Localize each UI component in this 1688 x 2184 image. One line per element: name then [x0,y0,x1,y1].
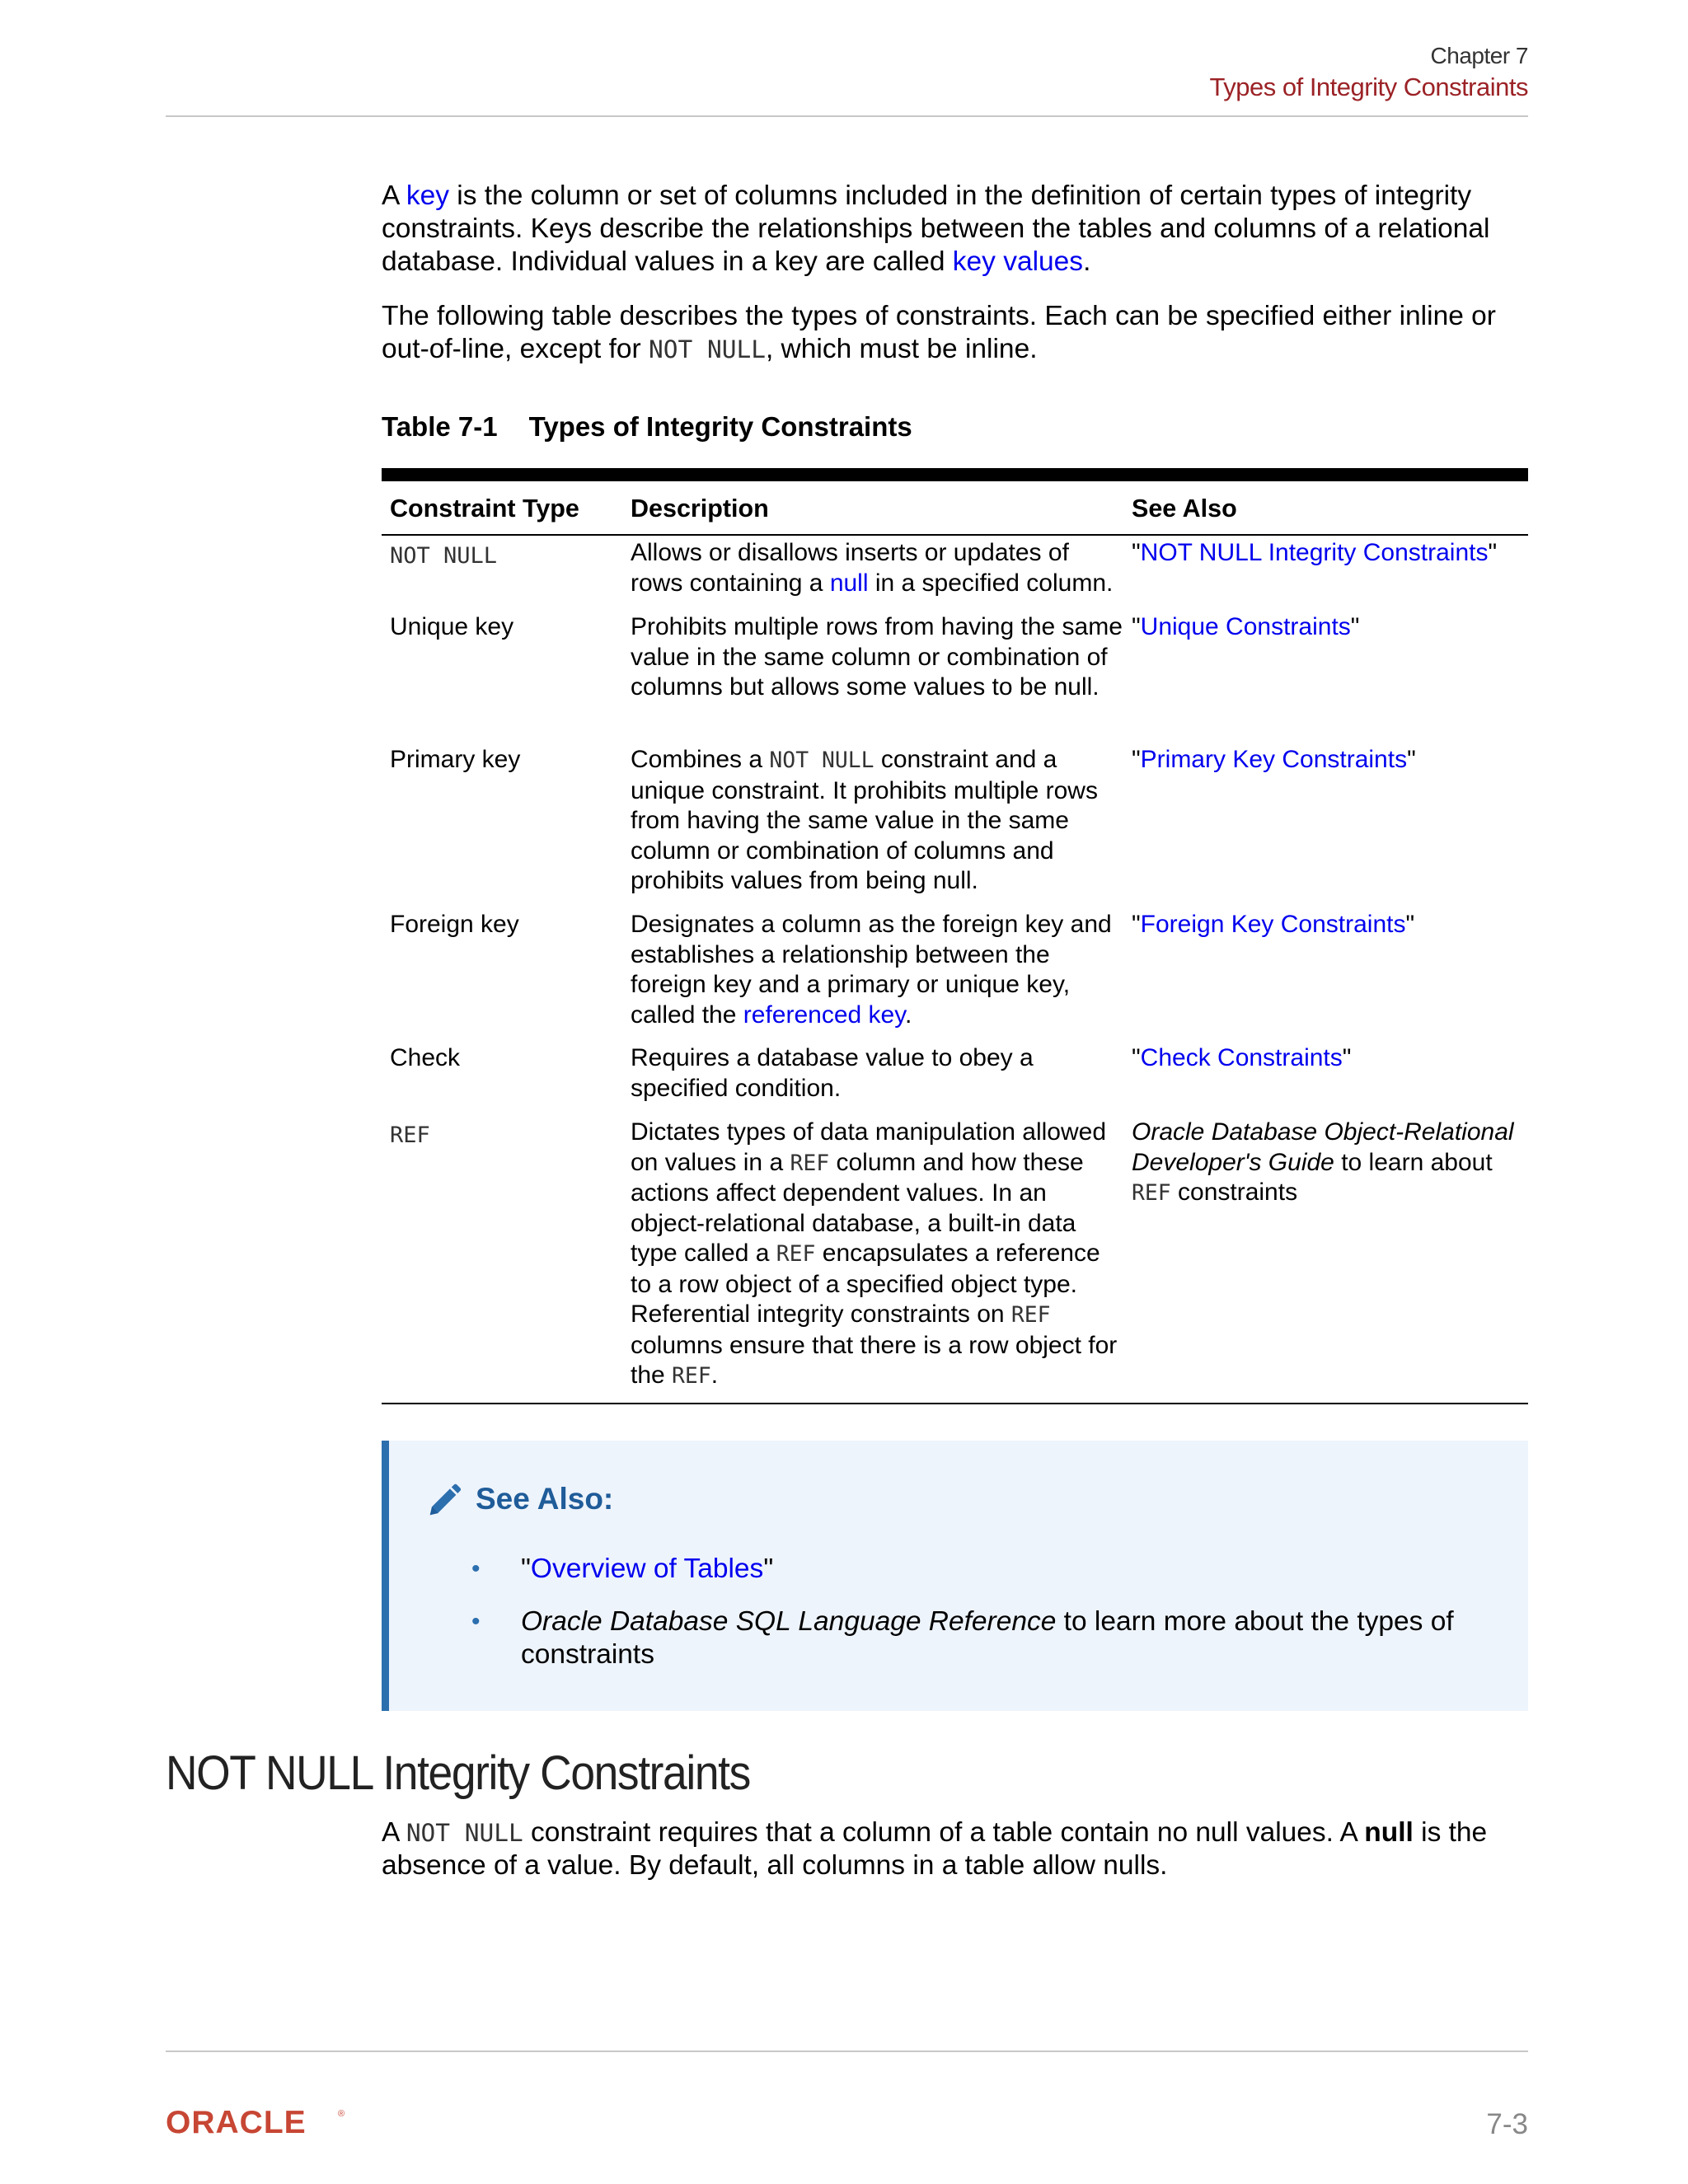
table-row-4-description: Designates a column as the foreign key and establishes a relationship between the foreign key and a primary or unique key, called the referenced key. [631,911,1112,1029]
table-row-6-see-also: Oracle Database Object-Relational Developer's Guide to learn about REF constraints [1132,1118,1514,1206]
table-row-2-type: Unique key [390,613,514,640]
footer-divider [166,2050,1528,2052]
section-heading: NOT NULL Integrity Constraints [166,1746,750,1800]
primary-key-constraints-link[interactable]: Primary Key Constraints [1140,746,1408,773]
intro-paragraph-2: The following table describes the types of constraints. Each can be specified either inline or out-of-line, except for NOT NULL, which must be inline. [382,301,1496,364]
unique-constraints-link[interactable]: Unique Constraints [1140,613,1351,640]
bullet-icon: • [471,1608,481,1635]
pencil-icon [425,1482,463,1520]
column-header-see-also: See Also [1132,494,1237,523]
table-row-5-description: Requires a database value to obey a specified condition. [631,1044,1034,1102]
overview-of-tables-link[interactable]: Overview of Tables [530,1554,764,1584]
section-paragraph: A NOT NULL constraint requires that a column of a table contain no null values. A null is the absence of a value. By default, all columns in a table allow nulls. [382,1817,1488,1881]
page-number: 7-3 [1486,2108,1528,2140]
code-not-null: NOT NULL [649,335,766,363]
column-header-constraint-type: Constraint Type [390,494,579,523]
key-link[interactable]: key [406,180,449,211]
not-null-constraints-link[interactable]: NOT NULL Integrity Constraints [1140,539,1489,566]
list-item: • Oracle Database SQL Language Reference to learn more about the types of constraints [471,1606,1454,1670]
table-row-3-type: Primary key [390,746,521,773]
table-row-3-description: Combines a NOT NULL constraint and a unique constraint. It prohibits multiple rows from having the same value in the same column or combination of columns and prohibits values from being null. [631,746,1098,894]
table-caption: Table 7-1 Types of Integrity Constraints [382,411,912,442]
svg-text:ORACLE: ORACLE [166,2106,307,2139]
table-row-6-description: Dictates types of data manipulation allowed on values in a REF column and how these actions affect dependent values. In an object-relational database, a built-in data type called a REF encapsulates a reference to a row object of a specified object type. Referential integrity constraints on REF columns ensure that there is a row object for the REF. [631,1118,1118,1389]
null-link[interactable]: null [829,569,869,597]
table-row-5-type: Check [390,1044,461,1071]
svg-text:®: ® [338,2109,345,2119]
list-item: • "Overview of Tables" [471,1554,774,1584]
table-row-2-description: Prohibits multiple rows from having the same value in the same column or combination of columns but allows some values to be null. [631,613,1123,701]
table-top-rule [382,468,1528,481]
see-also-heading: See Also: [476,1482,614,1516]
table-row-4-see-also: "Foreign Key Constraints" [1132,911,1415,938]
column-header-description: Description [631,494,769,523]
intro-paragraph-1: A key is the column or set of columns included in the definition of certain types of integrity constraints. Keys describe the relationships between the tables and columns of a relational database. Individual values in a key are called key values. [382,180,1490,277]
see-also-note [382,1441,1528,1711]
table-row-1-type: NOT NULL [390,543,498,569]
oracle-logo [166,2106,347,2143]
table-row-1-see-also: "NOT NULL Integrity Constraints" [1132,539,1498,566]
table-row-1-description: Allows or disallows inserts or updates of rows containing a null in a specified column. [631,539,1114,597]
section-running-title: Types of Integrity Constraints [1209,73,1528,101]
check-constraints-link[interactable]: Check Constraints [1140,1044,1343,1071]
table-row-4-type: Foreign key [390,911,519,938]
table-row-3-see-also: "Primary Key Constraints" [1132,746,1416,773]
header-divider [166,115,1528,117]
bullet-icon: • [471,1555,481,1582]
chapter-label: Chapter 7 [1430,43,1528,68]
foreign-key-constraints-link[interactable]: Foreign Key Constraints [1140,911,1406,938]
table-bottom-rule [382,1403,1528,1404]
referenced-key-link[interactable]: referenced key [743,1001,905,1029]
table-row-5-see-also: "Check Constraints" [1132,1044,1352,1071]
key-values-link[interactable]: key values [952,246,1084,277]
table-row-6-type: REF [390,1122,430,1148]
see-also-list [471,1553,1493,1691]
table-row-2-see-also: "Unique Constraints" [1132,613,1360,640]
table-header-rule [382,534,1528,536]
